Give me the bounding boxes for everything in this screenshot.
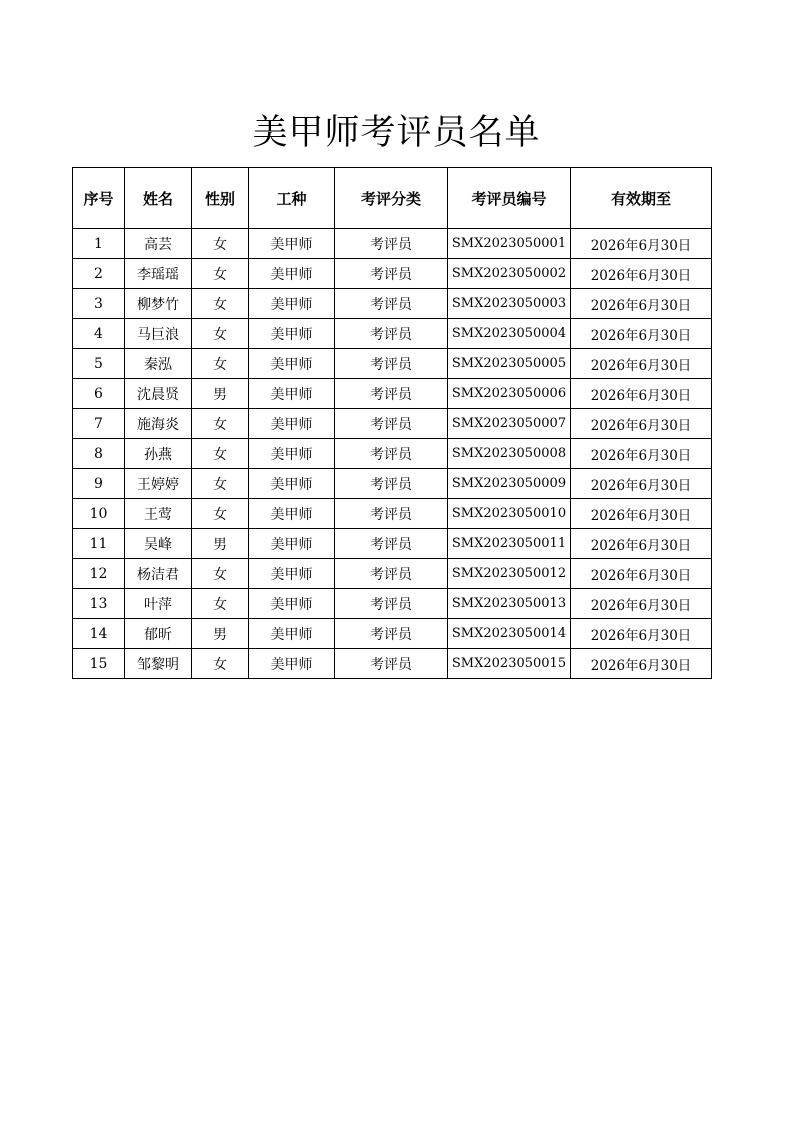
header-gender: 性别: [192, 168, 249, 229]
cell-name: 吴峰: [125, 529, 192, 559]
cell-gender: 女: [192, 259, 249, 289]
cell-valid-until: 2026年6月30日: [571, 469, 712, 499]
cell-trade: 美甲师: [249, 349, 335, 379]
cell-examiner-id: SMX2023050008: [448, 439, 571, 469]
cell-gender: 女: [192, 289, 249, 319]
header-serial: 序号: [73, 168, 125, 229]
header-category: 考评分类: [335, 168, 448, 229]
cell-gender: 女: [192, 649, 249, 679]
cell-valid-until: 2026年6月30日: [571, 529, 712, 559]
cell-serial: 13: [73, 589, 125, 619]
cell-examiner-id: SMX2023050001: [448, 229, 571, 259]
cell-examiner-id: SMX2023050003: [448, 289, 571, 319]
cell-valid-until: 2026年6月30日: [571, 409, 712, 439]
cell-name: 施海炎: [125, 409, 192, 439]
cell-serial: 9: [73, 469, 125, 499]
cell-trade: 美甲师: [249, 319, 335, 349]
table-row: [73, 619, 712, 649]
table-row: [73, 289, 712, 319]
cell-category: 考评员: [335, 379, 448, 409]
cell-trade: 美甲师: [249, 229, 335, 259]
cell-gender: 女: [192, 469, 249, 499]
cell-serial: 1: [73, 229, 125, 259]
cell-gender: 女: [192, 229, 249, 259]
header-trade: 工种: [249, 168, 335, 229]
cell-examiner-id: SMX2023050004: [448, 319, 571, 349]
cell-gender: 女: [192, 499, 249, 529]
cell-trade: 美甲师: [249, 469, 335, 499]
cell-valid-until: 2026年6月30日: [571, 589, 712, 619]
cell-serial: 2: [73, 259, 125, 289]
cell-examiner-id: SMX2023050013: [448, 589, 571, 619]
cell-category: 考评员: [335, 559, 448, 589]
cell-valid-until: 2026年6月30日: [571, 289, 712, 319]
examiner-table: [72, 167, 712, 679]
cell-name: 杨洁君: [125, 559, 192, 589]
cell-trade: 美甲师: [249, 499, 335, 529]
table-row: [73, 319, 712, 349]
cell-examiner-id: SMX2023050012: [448, 559, 571, 589]
cell-gender: 女: [192, 439, 249, 469]
cell-category: 考评员: [335, 619, 448, 649]
cell-category: 考评员: [335, 229, 448, 259]
cell-examiner-id: SMX2023050006: [448, 379, 571, 409]
cell-category: 考评员: [335, 349, 448, 379]
cell-valid-until: 2026年6月30日: [571, 439, 712, 469]
table-row: [73, 229, 712, 259]
cell-serial: 7: [73, 409, 125, 439]
cell-name: 沈晨贤: [125, 379, 192, 409]
cell-valid-until: 2026年6月30日: [571, 229, 712, 259]
cell-examiner-id: SMX2023050005: [448, 349, 571, 379]
cell-gender: 男: [192, 619, 249, 649]
cell-examiner-id: SMX2023050014: [448, 619, 571, 649]
cell-category: 考评员: [335, 259, 448, 289]
cell-gender: 女: [192, 409, 249, 439]
cell-valid-until: 2026年6月30日: [571, 259, 712, 289]
cell-serial: 3: [73, 289, 125, 319]
cell-category: 考评员: [335, 499, 448, 529]
cell-valid-until: 2026年6月30日: [571, 349, 712, 379]
cell-name: 柳梦竹: [125, 289, 192, 319]
cell-name: 孙燕: [125, 439, 192, 469]
cell-trade: 美甲师: [249, 529, 335, 559]
header-valid-until: 有效期至: [571, 168, 712, 229]
header-examiner-id: 考评员编号: [448, 168, 571, 229]
cell-gender: 男: [192, 529, 249, 559]
table-header: [73, 168, 712, 229]
table-row: [73, 349, 712, 379]
cell-serial: 15: [73, 649, 125, 679]
cell-trade: 美甲师: [249, 559, 335, 589]
cell-examiner-id: SMX2023050011: [448, 529, 571, 559]
cell-trade: 美甲师: [249, 439, 335, 469]
cell-valid-until: 2026年6月30日: [571, 499, 712, 529]
cell-trade: 美甲师: [249, 649, 335, 679]
table-row: [73, 499, 712, 529]
cell-trade: 美甲师: [249, 409, 335, 439]
cell-valid-until: 2026年6月30日: [571, 379, 712, 409]
cell-name: 王莺: [125, 499, 192, 529]
cell-category: 考评员: [335, 529, 448, 559]
cell-trade: 美甲师: [249, 379, 335, 409]
cell-serial: 8: [73, 439, 125, 469]
cell-serial: 5: [73, 349, 125, 379]
table-row: [73, 649, 712, 679]
page-title: 美甲师考评员名单: [252, 113, 541, 153]
cell-name: 郁昕: [125, 619, 192, 649]
cell-examiner-id: SMX2023050009: [448, 469, 571, 499]
cell-name: 马巨浪: [125, 319, 192, 349]
cell-gender: 女: [192, 349, 249, 379]
cell-name: 叶萍: [125, 589, 192, 619]
cell-examiner-id: SMX2023050007: [448, 409, 571, 439]
cell-name: 王婷婷: [125, 469, 192, 499]
table-row: [73, 439, 712, 469]
cell-name: 李瑶瑶: [125, 259, 192, 289]
table-body: [73, 229, 712, 679]
cell-gender: 女: [192, 319, 249, 349]
cell-category: 考评员: [335, 589, 448, 619]
cell-serial: 11: [73, 529, 125, 559]
cell-category: 考评员: [335, 439, 448, 469]
cell-gender: 女: [192, 589, 249, 619]
cell-serial: 4: [73, 319, 125, 349]
table-row: [73, 259, 712, 289]
table-row: [73, 409, 712, 439]
cell-trade: 美甲师: [249, 589, 335, 619]
cell-trade: 美甲师: [249, 289, 335, 319]
table-row: [73, 379, 712, 409]
cell-category: 考评员: [335, 319, 448, 349]
header-row: [73, 168, 712, 229]
cell-valid-until: 2026年6月30日: [571, 319, 712, 349]
cell-trade: 美甲师: [249, 619, 335, 649]
table-row: [73, 589, 712, 619]
cell-serial: 12: [73, 559, 125, 589]
table-row: [73, 529, 712, 559]
cell-category: 考评员: [335, 289, 448, 319]
table-row: [73, 559, 712, 589]
cell-category: 考评员: [335, 409, 448, 439]
cell-valid-until: 2026年6月30日: [571, 619, 712, 649]
cell-serial: 14: [73, 619, 125, 649]
cell-name: 邹黎明: [125, 649, 192, 679]
cell-serial: 6: [73, 379, 125, 409]
cell-name: 高芸: [125, 229, 192, 259]
header-name: 姓名: [125, 168, 192, 229]
cell-serial: 10: [73, 499, 125, 529]
cell-valid-until: 2026年6月30日: [571, 559, 712, 589]
table-row: [73, 469, 712, 499]
cell-category: 考评员: [335, 469, 448, 499]
cell-examiner-id: SMX2023050010: [448, 499, 571, 529]
cell-name: 秦泓: [125, 349, 192, 379]
cell-examiner-id: SMX2023050002: [448, 259, 571, 289]
cell-examiner-id: SMX2023050015: [448, 649, 571, 679]
cell-trade: 美甲师: [249, 259, 335, 289]
cell-category: 考评员: [335, 649, 448, 679]
cell-gender: 男: [192, 379, 249, 409]
cell-valid-until: 2026年6月30日: [571, 649, 712, 679]
cell-gender: 女: [192, 559, 249, 589]
